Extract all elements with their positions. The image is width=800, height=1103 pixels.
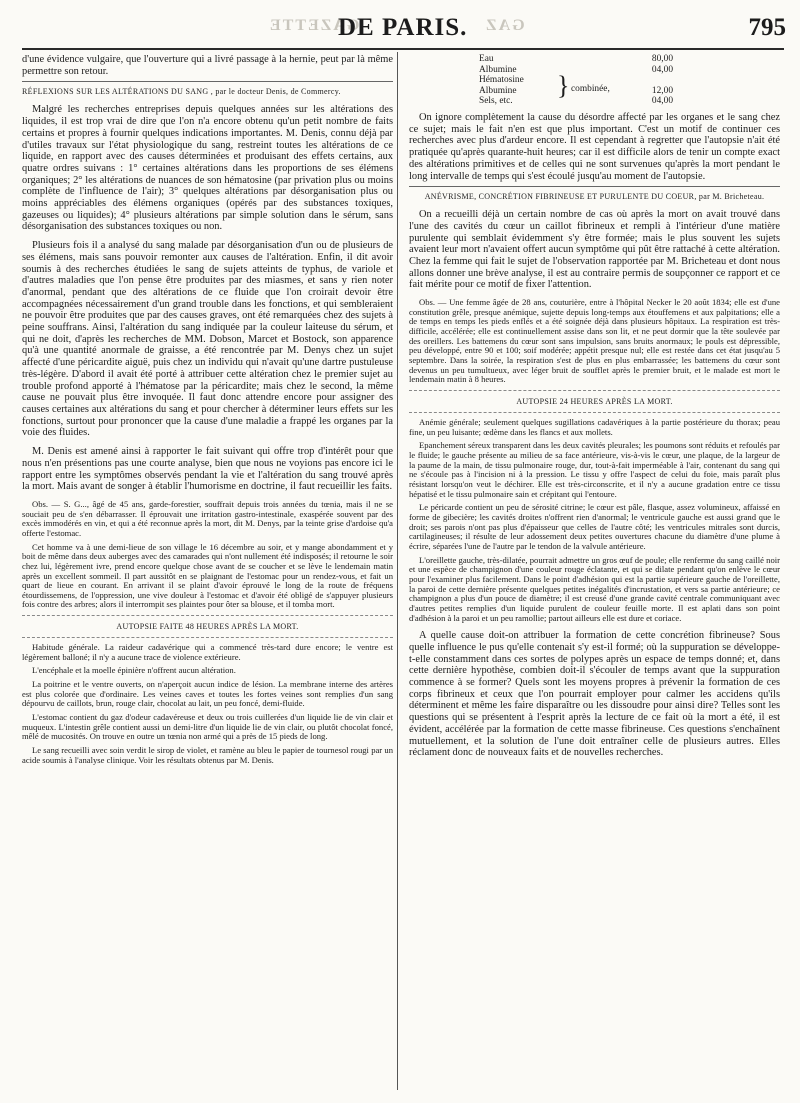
section-title-blood: RÉFLEXIONS SUR LES ALTÉRATIONS DU SANG , par le docteur Denis, de Commercy. [22,87,341,97]
autopsy-stomach: L'estomac contient du gaz d'odeur cadavéreuse et deux ou trois cuillerées d'un liquide lie de vin clair et muqueux. L'intestin grêle contient aussi un demi-litre d'un liquide lie de vin clair, ou plutôt chocolat foncé, mêlé de mucosités. On trouve en outre un tœnia non armé qui a près de 15 pieds de long. [22,712,393,742]
right-column [409,54,780,1094]
table-row-name: Sels, etc. [479,96,513,107]
left-column [22,54,393,1094]
autopsy-general: Habitude générale. La raideur cadavérique qui a commencé très-tard dure encore; le ventre est légèrement balloné; il n'y a aucune trace de violence extérieure. [22,642,393,662]
autopsy-left-atrium: L'oreillette gauche, très-dilatée, pourrait admettre un gros œuf de poule; elle renferme du sang caillé noir et une espèce de champignon d'une couleur rouge éclatante, et qui se dilate pendant qu'on enlève le cœur pour l'examiner plus facilement. Dans le point d'adhésion qui est la partie supérieure gauche de l'oreillette, la paroi de cette dernière présente quelques petites inégalités d'incrustation, et vers sa partie antérieure; ce champignon a plus d'un pouce de diamètre; il est creusé d'une grande cavité centrale communiquant avec d'autres petites remplies d'un liquide purulent de couleur feuille morte. Il est aplati dans son point d'adhésion à la paroi et un peu ramollie; partout ailleurs elle est dure et coriace. [409,554,780,623]
table-row-value: 12,00 [651,85,673,96]
paragraph-blood-analysis: Plusieurs fois il a analysé du sang malade par désorganisation d'un ou de plusieurs de ses élémens, mais sans pouvoir remonter aux causes de l'altération. Enfin, il dit avoir soumis à des recherches étudiées le sang de sujets atteints de typhus, de variole et d'autres maladies que l'on pense être produites par des miasmes, et sans y rien noter d'anormal, pendant que des altérations de ce fluide que l'on croirait devoir être accompagnées nécessairement d'un grand trouble dans les fonctions, et qui sembleraient ne pouvoir être produites que par des causes graves, ont été remarquées chez des sujets à peine souffrans. Ainsi, l'altération du sang indiquée par la couleur laiteuse du sérum, et qui ne doit, d'après les recherches de MM. Dobson, Marcet et Bostock, son apparence qu'à une quantité anormale de graisse, a été rencontrée par M. Denys chez un sujet affecté d'une péricardite aiguë, puis chez un individu qui n'avait qu'une dartre pustuleuse très-légère. D'abord il avait été porté à attribuer cette altération chez le premier sujet au trouble profond apporté à l'hématose par la péricardite; mais chez le second, la même cause ne pouvait plus être invoquée. Il faut donc attendre encore pour assigner des causes certaines aux altérations du sang et pour chercher à déterminer leurs effets sur les fonctions, surtout pour prononcer que la cause d'une maladie a frappé les organes par la voie des fluides. [22,240,393,439]
paragraph-aneurysm-intro: On a recueilli déjà un certain nombre de cas où après la mort on avait trouvé dans l'une des cavités du cœur un caillot fibrineux et rempli à l'intérieur d'une matière purulente qui semblait évidemment s'y être formée; mais le plus souvent les sujets avaient leur mort n'avaient offert aucun symptôme qui pût être rattaché à cette altération. Chez la femme qui fait le sujet de l'observation rapportée par M. Bricheteau et dont nous allons donner une brève analyse, il est au contraire permis de soupçonner ce rapport et ce fait mérite pour ce motif de fixer l'attention. [409,209,780,291]
autopsy-24h-title: AUTOPSIE 24 HEURES APRÈS LA MORT. [516,397,673,407]
paragraph-hernia-end: d'une évidence vulgaire, que l'ouverture qui a livré passage à la hernie, peut par là même permettre son retour. [22,54,393,77]
autopsy-chest: La poitrine et le ventre ouverts, on n'aperçoit aucun indice de lésion. La membrane interne des artères est plus colorée que d'ordinaire. Les veines caves et toutes les fortes veines sont remplies d'un sang dépourvu de caillots, brun, rouge clair, chocolat au lait, un peu foncé, demi-fluide. [22,679,393,709]
paragraph-questions: A quelle cause doit-on attribuer la formation de cette concrétion fibrineuse? Sous quelle influence le pus qu'elle contenait s'y est-il formé; où la suppuration se développe-t-elle constamment dans ces sortes de polypes après un espace de temps donné; et, dans cette dernière hypothèse, combien doit-il s'écouler de temps avant que la suppuration commence à se former? Quels sont les moyens propres à prévenir la formation de ces corps fibrineux et ceux que l'on pourrait employer pour calmer les accidens qu'ils déterminent et même les faire disparaître ou les dissoudre pour ainsi dire? Telles sont les questions qui se présentent à l'esprit après la lecture de ce fait où la mort a été, il est évident, accélérée par la formation de cette masse fibrineuse. Ces questions s'enchaînent mutuellement, et la solution de l'une doit entraîner celle de plusieurs autres. Elles réclament donc de nouveaux faits et de nouvelles recherches. [409,630,780,759]
header-rule [22,48,784,50]
autopsy-anemia: Anémie générale; seulement quelques sugillations cadavériques à la partie postérieure du thorax; peau fine, un peu luisante; œdème dans les flancs et aux mollets. [409,417,780,437]
table-row-name: Eau [479,54,494,64]
autopsy-pericardium: Le péricarde contient un peu de sérosité citrine; le cœur est pâle, flasque, assez volumineux, affaissé en forme de gibecière; les cavités droites n'offrent rien d'anormal; le ventricule gauche est aussi grand que le droit; ses parois n'ont pas plus d'épaisseur que celles de l'autre côté; les ventricules mitrales sont durcis, cartilagineuses; il résulte de leur adossement deux petites ouvertures chacune du diamètre d'une plume à écrire, séparées l'une de l'autre par le tendon de la valvule antérieure. [409,502,780,551]
section-rule [409,186,780,187]
paragraph-blood-intro: Malgré les recherches entreprises depuis quelques années sur les altérations des liquides, il est trop vrai de dire que l'on n'a encore obtenu qu'un petit nombre de faits certains et propres à fournir quelques indications importantes. M. Denis, connu déjà par d'utiles travaux sur l'état physiologique du sang, restreint toutes les altérations de ce liquide, en rapport avec des causes déterminées et produisant des effets certains, aux quatre ordres suivans : 1° certaines altérations dans les proportions de ses élémens organiques; 2° les altérations de nuances de son hématosine (par privation plus ou moins complète de l'influence de l'air); 3° quelques altérations par désorganisation plus ou moins appréciables des élémens organiques (opérés par des substances toxiques, gazeuses ou liquides); 4° plusieurs altérations par simple solution dans le sérum, sans désorganisation des substances toxiques ou non. [22,104,393,233]
section-rule [409,390,780,391]
table-row-value: 80,00 [651,54,673,64]
table-row-value [633,75,673,86]
section-title-aneurysm: ANÉVRISME, CONCRÉTION FIBRINEUSE ET PURULENTE DU COEUR, par M. Bricheteau. [424,192,765,202]
table-row-name: Hématosine [479,75,524,86]
paragraph-blood-case: M. Denis est amené ainsi à rapporter le fait suivant qui offre trop d'intérêt pour que nous n'en présentions pas une courte analyse, bien que nous ne voyions pas encore ici le rapport entre les symptômes observés pendant la vie et l'altération du sang trouvé après la mort. Mais avant de songer à établir l'humorisme en doctrine, il faut recueillir les faits. [22,446,393,493]
section-rule [409,412,780,413]
observation-1-cont: Cet homme va à une demi-lieue de son village le 16 décembre au soir, et y mange abondamment et y boit de même dans deux auberges avec des camarades qui n'ont nullement été indisposés; il retourne le soir chez lui, légèrement ivre, prend encore quelque chose avant de se coucher et se lève le lendemain matin après un excellent sommeil. Il part aussitôt en se plaignant de l'estomac pour un rendez-vous, et fait un quart de lieue en courant. En arrivant il se plaint d'avoir éprouvé le long de la route de fréquens étourdissemens, de l'oppression, une vive douleur à l'estomac et d'avoir été obligé de s'appuyer plusieurs fois contre des arbres; alors il interrompit ses plaintes pour ôter sa blouse, et il tomba mort. [22,541,393,610]
section-rule [22,615,393,616]
observation-2: Obs. — Une femme âgée de 28 ans, couturière, entre à l'hôpital Necker le 20 août 1834; elle est d'une constitution grêle, presque anémique, sujette depuis long-temps aux étouffemens et aux palpitations; elle a de temps en temps les pieds enflés et a été soignée déjà dans plusieurs hôpitaux. La respiration est très-difficile, accélérée; elle est continuellement assise dans son lit, et ne peut dormir que la tête soulevée par des oreillers. Les battemens du cœur sont sans impulsion, sans bruits anormaux; le pouls est dépressible, peu développé, entre 90 et 100; soif modérée; appétit presque nul; elle est restée dans cet état jusqu'au 5 septembre. Dans la soirée, la respiration s'est de plus en plus embarrassée; les battemens du cœur sont devenus un peu tumultueux, avec léger bruit de soufflet après le premier bruit, et le malade est mort le lendemain matin à 8 heures. [409,297,780,385]
column-divider [397,52,398,1090]
table-row-value: 04,00 [651,96,673,107]
newspaper-title: DE PARIS. [338,14,468,41]
autopsy-lungs: Epanchement séreux transparent dans les deux cavités pleurales; les poumons sont réduits et refoulés par le fluide; le gauche présente au milieu de sa face antérieure, vis-à-vis le cœur, une plaque, de la largeur de la paume de la main, de tissu pulmonaire rouge, dur, tout-à-fait imperméable à l'air, contenant du sang qui ne s'écoule pas à l'incision ni à la pression. Le tissu y offre l'aspect de celui du foie, mais paraît plus résistant lorsqu'on veut le déchirer. Elle est très-circonscrite, et il n'y a aucune gradation entre ce tissu hépatisé et le tissu pulmonaire sain et crépitant qui l'entoure. [409,440,780,499]
paragraph-conclusion-blood: On ignore complètement la cause du désordre affecté par les organes et le sang chez ce sujet; mais le fait n'en est que plus important. C'est un motif de continuer ces recherches avec plus d'ardeur encore. Il est cependant à regretter que l'autopsie n'ait été pratiquée qu'après quarante-huit heures; car il est difficile alors de tenir un compte exact des altérations primitives et de celles qui ne sont survenues qu'après la mort pendant le long intervalle de temps qui s'est écoulé jusqu'au moment de l'autopsie. [409,112,780,182]
blood-analysis-table [409,54,780,112]
section-rule [22,81,393,82]
table-row-name: Albumine [479,64,517,75]
combined-label: combinée, [571,84,610,94]
table-row-value: 04,00 [651,64,673,75]
page-header [0,14,800,44]
autopsy-blood-sample: Le sang recueilli avec soin verdit le sirop de violet, et ramène au bleu le papier de tournesol rougi par un acide soumis à l'analyse clinique. Voir les résultats obtenus par M. Denis. [22,745,393,765]
bleed-through-text-right: GAZ [484,17,525,34]
table-row-name: Albumine [479,85,517,96]
autopsy-48h-title: AUTOPSIE FAITE 48 HEURES APRÈS LA MORT. [116,622,299,632]
autopsy-brain: L'encéphale et la moelle épinière n'offrent aucun altération. [32,665,236,676]
bleed-through-text-left: GAZETTE [268,17,360,34]
brace: } [557,71,570,100]
observation-1: Obs. — S. G..., âgé de 45 ans, garde-forestier, souffrait depuis trois années du tœnia, mais il ne se souciait peu de s'en débarrasser. Il éprouvait une irritation gastro-intestinale, exaspérée souvent par des excès immodérés en vin, et qui a été reconnue après la mort, dit M. Denys, par la teinte grise d'ardoise qu'a offerte l'estomac. [22,498,393,538]
page-number: 795 [748,14,786,41]
section-rule [22,637,393,638]
